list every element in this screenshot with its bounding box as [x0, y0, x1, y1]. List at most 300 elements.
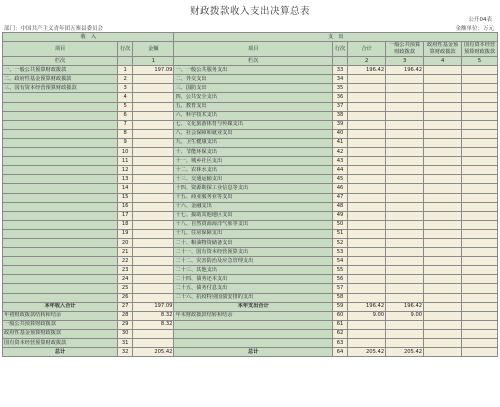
general-budget-amount [386, 111, 424, 120]
expense-item: 八、社会保障和就业支出 [174, 129, 332, 138]
total-amount [348, 229, 386, 238]
fund-budget-amount [424, 193, 462, 202]
expense-line: 50 [332, 220, 347, 229]
general-budget-amount [386, 229, 424, 238]
summary-row [3, 329, 498, 338]
table-row [3, 175, 498, 184]
income-item [3, 220, 118, 229]
income-item: 政府性基金预算财政拨款 [3, 329, 118, 338]
expense-item: 十七、援助其他地区支出 [174, 211, 332, 220]
general-budget-amount [386, 84, 424, 93]
expense-item: 一、一般公共服务支出 [174, 66, 332, 75]
general-budget-amount [386, 148, 424, 157]
expense-item: 二十、粮油物资储备支出 [174, 238, 332, 247]
expense-item: 九、卫生健康支出 [174, 138, 332, 147]
report-table [2, 32, 498, 357]
income-item: 三、国有资本经营预算财政拨款 [3, 84, 118, 93]
expense-line: 53 [332, 248, 347, 257]
expense-line: 63 [332, 339, 347, 348]
income-line: 12 [118, 166, 133, 175]
expense-line: 54 [332, 257, 347, 266]
fund-budget-amount [424, 175, 462, 184]
income-item: 年初财政拨款结转和结余 [3, 311, 118, 320]
state-capital-amount [462, 84, 498, 93]
unit-label: 金额单位：万元 [455, 26, 494, 32]
state-capital-amount [462, 348, 498, 357]
table-row [3, 220, 498, 229]
table-row [3, 166, 498, 175]
expense-item [174, 339, 332, 348]
fund-budget-amount [424, 120, 462, 129]
general-budget-amount [386, 157, 424, 166]
total-amount [348, 184, 386, 193]
total-amount: 196.42 [348, 302, 386, 311]
expense-line: 43 [332, 157, 347, 166]
general-budget-amount [386, 220, 424, 229]
state-capital-amount [462, 66, 498, 75]
total-amount [348, 93, 386, 102]
expense-item: 本年支出合计 [174, 302, 332, 311]
income-item: 一、一般公共预算财政拨款 [3, 66, 118, 75]
income-amount [133, 175, 174, 184]
fund-budget-amount [424, 138, 462, 147]
state-capital-amount [462, 129, 498, 138]
total-amount [348, 120, 386, 129]
total-amount [348, 320, 386, 329]
total-amount: 9.00 [348, 311, 386, 320]
fund-budget-amount [424, 329, 462, 338]
header-total: 合计 [348, 42, 386, 57]
expense-item: 十九、住房保障支出 [174, 229, 332, 238]
state-capital-amount [462, 148, 498, 157]
header-expense-item: 项目 [174, 42, 332, 57]
expense-line: 64 [332, 348, 347, 357]
expense-line: 39 [332, 120, 347, 129]
income-amount [133, 238, 174, 247]
income-item [3, 102, 118, 111]
fund-budget-amount [424, 66, 462, 75]
header-income-line: 行次 [118, 42, 133, 57]
income-amount: 197.09 [133, 302, 174, 311]
fund-budget-amount [424, 157, 462, 166]
income-item [3, 238, 118, 247]
state-capital-amount [462, 184, 498, 193]
income-item [3, 111, 118, 120]
income-item [3, 193, 118, 202]
table-row [3, 138, 498, 147]
table-row [3, 229, 498, 238]
income-amount [133, 166, 174, 175]
expense-item: 十、节能环保支出 [174, 148, 332, 157]
state-capital-amount [462, 193, 498, 202]
general-budget-amount [386, 138, 424, 147]
total-amount [348, 329, 386, 338]
income-line: 32 [118, 348, 133, 357]
total-amount [348, 111, 386, 120]
header-income-item: 项目 [3, 42, 118, 57]
income-item: 二、政府性基金预算财政拨款 [3, 75, 118, 84]
expense-item: 十八、自然资源海洋气象等支出 [174, 220, 332, 229]
income-line: 27 [118, 302, 133, 311]
total-amount [348, 148, 386, 157]
income-item [3, 257, 118, 266]
income-line: 25 [118, 284, 133, 293]
fund-budget-amount [424, 348, 462, 357]
state-capital-amount [462, 120, 498, 129]
col-number-4: 4 [424, 57, 462, 66]
organization-label: 部门：中国共产主义青年团五寨县委员会 [4, 26, 104, 32]
income-item [3, 138, 118, 147]
expense-line: 62 [332, 329, 347, 338]
income-amount [133, 220, 174, 229]
general-budget-amount [386, 257, 424, 266]
expense-line: 35 [332, 84, 347, 93]
income-amount [133, 211, 174, 220]
expense-item: 五、教育支出 [174, 102, 332, 111]
general-budget-amount: 205.42 [386, 348, 424, 357]
table-row [3, 184, 498, 193]
fund-budget-amount [424, 275, 462, 284]
fund-budget-amount [424, 211, 462, 220]
col-number-3: 3 [386, 57, 424, 66]
income-line: 26 [118, 293, 133, 302]
fund-budget-amount [424, 166, 462, 175]
expense-item: 十二、农林水支出 [174, 166, 332, 175]
income-item [3, 275, 118, 284]
general-budget-amount [386, 166, 424, 175]
general-budget-amount [386, 75, 424, 84]
expense-item: 十四、资源勘探工业信息等支出 [174, 184, 332, 193]
general-budget-amount [386, 211, 424, 220]
general-budget-amount: 196.42 [386, 302, 424, 311]
income-item [3, 248, 118, 257]
income-line: 11 [118, 157, 133, 166]
fund-budget-amount [424, 229, 462, 238]
expense-item: 十五、商业服务业等支出 [174, 193, 332, 202]
expense-line: 47 [332, 193, 347, 202]
state-capital-amount [462, 266, 498, 275]
state-capital-amount [462, 166, 498, 175]
general-budget-amount: 196.42 [386, 66, 424, 75]
state-capital-amount [462, 293, 498, 302]
income-line: 7 [118, 120, 133, 129]
income-line: 3 [118, 84, 133, 93]
expense-line: 48 [332, 202, 347, 211]
income-amount [133, 193, 174, 202]
income-line: 16 [118, 202, 133, 211]
total-amount: 196.42 [348, 66, 386, 75]
fund-budget-amount [424, 284, 462, 293]
income-amount [133, 120, 174, 129]
fund-budget-amount [424, 257, 462, 266]
income-line: 28 [118, 311, 133, 320]
total-amount [348, 75, 386, 84]
expense-item: 年末财政拨款结转和结余 [174, 311, 332, 320]
total-amount [348, 339, 386, 348]
summary-row [3, 348, 498, 357]
income-amount: 197.09 [133, 66, 174, 75]
fund-budget-amount [424, 238, 462, 247]
expense-line: 41 [332, 138, 347, 147]
income-line: 18 [118, 220, 133, 229]
col-number-label-right: 栏次 [174, 57, 332, 66]
income-amount [133, 275, 174, 284]
expense-item [174, 329, 332, 338]
total-amount [348, 275, 386, 284]
general-budget-amount [386, 93, 424, 102]
total-amount [348, 138, 386, 147]
general-budget-amount [386, 248, 424, 257]
state-capital-amount [462, 238, 498, 247]
col-number-1: 1 [133, 57, 174, 66]
general-budget-amount [386, 329, 424, 338]
income-line: 5 [118, 102, 133, 111]
expense-item: 十三、交通运输支出 [174, 175, 332, 184]
table-row [3, 275, 498, 284]
income-line: 22 [118, 257, 133, 266]
state-capital-amount [462, 320, 498, 329]
fund-budget-amount [424, 75, 462, 84]
income-line: 30 [118, 329, 133, 338]
general-budget-amount [386, 238, 424, 247]
column-header-row [3, 42, 498, 57]
state-capital-amount [462, 175, 498, 184]
income-amount [133, 202, 174, 211]
income-line: 15 [118, 193, 133, 202]
state-capital-amount [462, 339, 498, 348]
total-amount [348, 257, 386, 266]
expense-line: 58 [332, 293, 347, 302]
state-capital-amount [462, 102, 498, 111]
general-budget-amount [386, 129, 424, 138]
fund-budget-amount [424, 111, 462, 120]
income-item [3, 129, 118, 138]
expense-line: 56 [332, 275, 347, 284]
general-budget-amount [386, 120, 424, 129]
table-row [3, 293, 498, 302]
income-item [3, 175, 118, 184]
state-capital-amount [462, 93, 498, 102]
income-amount: 205.42 [133, 348, 174, 357]
state-capital-amount [462, 111, 498, 120]
fund-budget-amount [424, 266, 462, 275]
table-row [3, 157, 498, 166]
fund-budget-amount [424, 93, 462, 102]
total-amount [348, 293, 386, 302]
income-amount [133, 148, 174, 157]
income-item: 国有资本经营预算财政拨款 [3, 339, 118, 348]
section-header-row [3, 33, 498, 42]
income-amount [133, 248, 174, 257]
income-line: 23 [118, 266, 133, 275]
table-row [3, 238, 498, 247]
table-row [3, 111, 498, 120]
general-budget-amount: 9.00 [386, 311, 424, 320]
expense-item: 二十四、债务还本支出 [174, 275, 332, 284]
fund-budget-amount [424, 202, 462, 211]
state-capital-amount [462, 311, 498, 320]
table-row [3, 75, 498, 84]
expense-section-label: 支 出 [174, 33, 498, 42]
fund-budget-amount [424, 184, 462, 193]
expense-item: 二十六、抗疫特别国债安排的支出 [174, 293, 332, 302]
fund-budget-amount [424, 148, 462, 157]
state-capital-amount [462, 302, 498, 311]
income-amount [133, 293, 174, 302]
income-item [3, 93, 118, 102]
expense-item: 七、文化旅游体育与传媒支出 [174, 120, 332, 129]
income-amount [133, 339, 174, 348]
income-item: 本年收入合计 [3, 302, 118, 311]
state-capital-amount [462, 257, 498, 266]
state-capital-amount [462, 220, 498, 229]
expense-line: 59 [332, 302, 347, 311]
table-row [3, 84, 498, 93]
total-amount [348, 193, 386, 202]
income-amount [133, 157, 174, 166]
income-amount [133, 284, 174, 293]
table-row [3, 148, 498, 157]
income-line: 2 [118, 75, 133, 84]
table-row [3, 102, 498, 111]
table-row [3, 129, 498, 138]
total-amount [348, 157, 386, 166]
state-capital-amount [462, 75, 498, 84]
expense-item: 十六、金融支出 [174, 202, 332, 211]
income-section-label: 收 入 [3, 33, 174, 42]
income-line: 9 [118, 138, 133, 147]
state-capital-amount [462, 229, 498, 238]
income-amount [133, 111, 174, 120]
expense-item: 四、公共安全支出 [174, 93, 332, 102]
expense-line: 42 [332, 148, 347, 157]
total-amount [348, 84, 386, 93]
total-amount [348, 166, 386, 175]
total-amount: 205.42 [348, 348, 386, 357]
income-line: 20 [118, 238, 133, 247]
state-capital-amount [462, 248, 498, 257]
state-capital-amount [462, 284, 498, 293]
income-item [3, 284, 118, 293]
income-amount [133, 184, 174, 193]
state-capital-amount [462, 275, 498, 284]
income-line: 19 [118, 229, 133, 238]
expense-line: 51 [332, 229, 347, 238]
table-code: 公开04表 [468, 17, 492, 23]
expense-item: 二十一、国有资本经营预算支出 [174, 248, 332, 257]
general-budget-amount [386, 266, 424, 275]
table-row [3, 284, 498, 293]
income-amount [133, 75, 174, 84]
table-row [3, 202, 498, 211]
table-row [3, 248, 498, 257]
expense-line: 34 [332, 75, 347, 84]
header-general-budget: 一般公共预算财政拨款 [386, 42, 424, 57]
summary-row [3, 320, 498, 329]
state-capital-amount [462, 157, 498, 166]
total-amount [348, 211, 386, 220]
income-amount [133, 257, 174, 266]
expense-line: 55 [332, 266, 347, 275]
income-item: 总计 [3, 348, 118, 357]
income-item [3, 211, 118, 220]
income-amount [133, 93, 174, 102]
total-amount [348, 202, 386, 211]
fund-budget-amount [424, 293, 462, 302]
expense-item: 总计 [174, 348, 332, 357]
table-row [3, 257, 498, 266]
table-row [3, 120, 498, 129]
total-amount [348, 220, 386, 229]
fund-budget-amount [424, 102, 462, 111]
expense-line: 37 [332, 102, 347, 111]
fund-budget-amount [424, 220, 462, 229]
income-amount: 8.32 [133, 311, 174, 320]
header-state-capital: 国有资本经营预算财政拨款 [462, 42, 498, 57]
expense-item: 六、科学技术支出 [174, 111, 332, 120]
income-line: 8 [118, 129, 133, 138]
expense-line: 33 [332, 66, 347, 75]
expense-item: 二十三、其他支出 [174, 266, 332, 275]
general-budget-amount [386, 102, 424, 111]
income-line: 31 [118, 339, 133, 348]
income-line: 6 [118, 111, 133, 120]
income-line: 1 [118, 66, 133, 75]
income-item [3, 184, 118, 193]
total-amount [348, 248, 386, 257]
income-amount [133, 229, 174, 238]
income-line: 13 [118, 175, 133, 184]
general-budget-amount [386, 320, 424, 329]
income-line: 29 [118, 320, 133, 329]
income-item [3, 120, 118, 129]
general-budget-amount [386, 202, 424, 211]
income-amount [133, 84, 174, 93]
income-line: 17 [118, 211, 133, 220]
general-budget-amount [386, 193, 424, 202]
expense-line: 49 [332, 211, 347, 220]
income-item [3, 166, 118, 175]
col-number-blank [118, 57, 133, 66]
total-amount [348, 129, 386, 138]
income-item [3, 229, 118, 238]
income-line: 10 [118, 148, 133, 157]
fund-budget-amount [424, 84, 462, 93]
expense-item [174, 320, 332, 329]
report-title: 财政拨款收入支出决算总表 [189, 6, 310, 17]
fund-budget-amount [424, 302, 462, 311]
fund-budget-amount [424, 339, 462, 348]
fund-budget-amount [424, 320, 462, 329]
expense-item: 二十二、灾害防治及应急管理支出 [174, 257, 332, 266]
expense-line: 52 [332, 238, 347, 247]
col-number-5: 5 [462, 57, 498, 66]
expense-item: 二、外交支出 [174, 75, 332, 84]
expense-item: 三、国防支出 [174, 84, 332, 93]
income-amount [133, 266, 174, 275]
income-amount: 8.32 [133, 320, 174, 329]
general-budget-amount [386, 339, 424, 348]
fund-budget-amount [424, 248, 462, 257]
summary-row [3, 311, 498, 320]
header-fund-budget: 政府性基金预算财政拨款 [424, 42, 462, 57]
table-row [3, 93, 498, 102]
expense-line: 45 [332, 175, 347, 184]
table-row [3, 66, 498, 75]
state-capital-amount [462, 329, 498, 338]
income-amount [133, 102, 174, 111]
general-budget-amount [386, 284, 424, 293]
